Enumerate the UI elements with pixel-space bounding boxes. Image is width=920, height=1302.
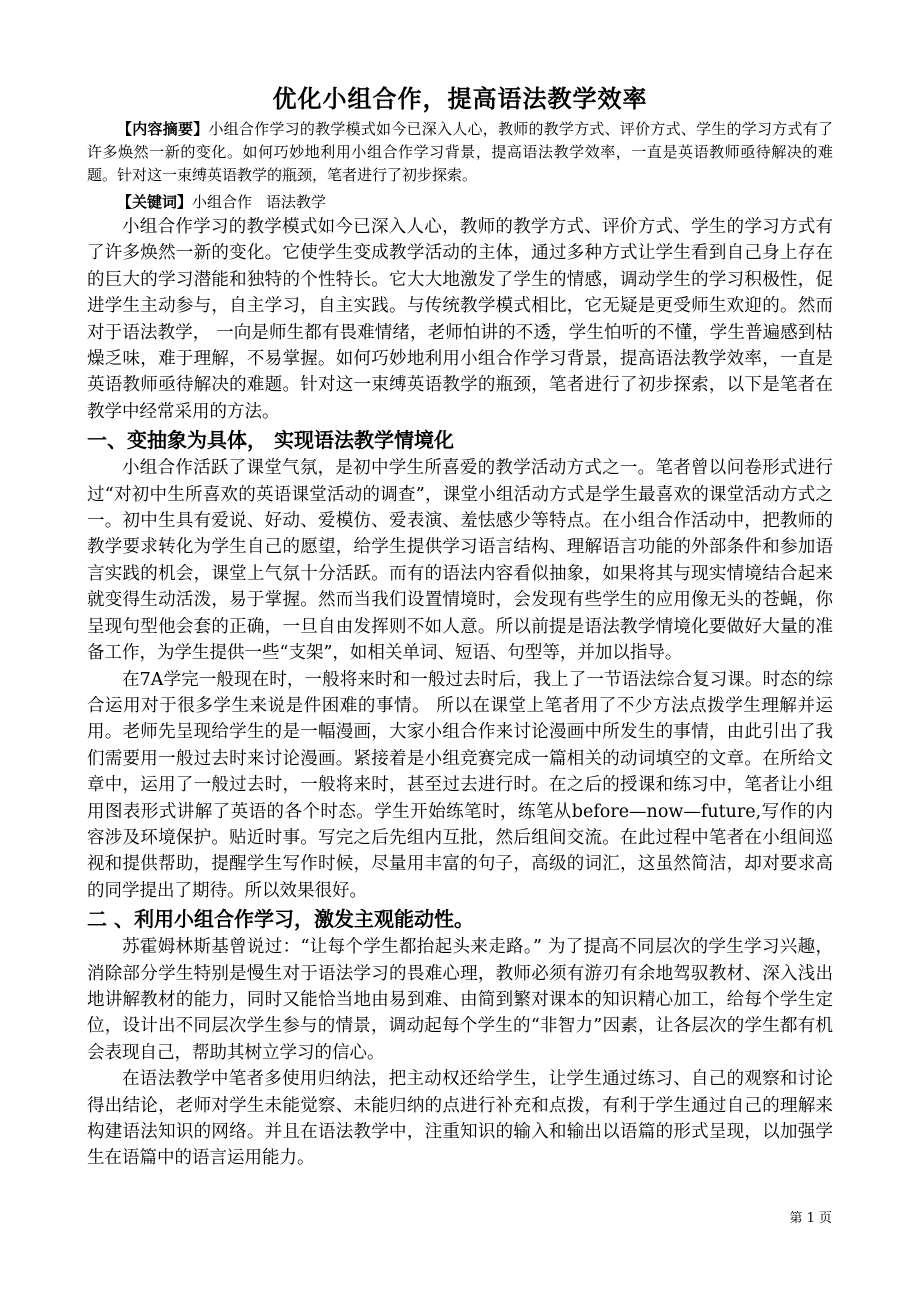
keywords-label: 【关键词】 [117, 193, 193, 211]
section-heading: 一、变抽象为具体， 实现语法教学情境化 [87, 428, 454, 453]
keywords-line [87, 191, 833, 214]
section-heading: 二 、利用小组合作学习，激发主观能动性。 [87, 907, 474, 932]
intro-paragraph: 小组合作学习的教学模式如今已深入人心，教师的教学方式、评价方式、学生的学习方式有了许多焕然一新的变化。它使学生变成教学活动的主体，通过多种方式让学生看到自己身上存在的巨大的学习潜能和独特的个性特长。它大大地激发了学生的情感，调动学生的学习积极性，促进学生主动参与，自主学习，自主实践。与传统教学模式相比，它无疑是更受师生欢迎的。然而对于语法教学， 一向是师生都有畏难情绪，老师怕讲的不透，学生怕听的不懂，学生普遍感到枯燥乏味，难于理解，不易掌握。如何巧妙地利用小组合作学习背景，提高语法教学效率，一直是英语教师亟待解决的难题。针对这一束缚英语教学的瓶颈，笔者进行了初步探索，以下是笔者在教学中经常采用的方法。 [87, 217, 833, 422]
page-title: 优化小组合作，提高语法教学效率 [272, 84, 648, 113]
page-number: 第 1 页 [789, 1211, 832, 1226]
abstract-paragraph [87, 118, 833, 187]
body-paragraph: 在7A学完一般现在时，一般将来时和一般过去时后，我上了一节语法综合复习课。时态的综合运用对于很多学生来说是件困难的事情。 所以在课堂上笔者用了不少方法点拨学生理解并运用。老师先呈现给学生的是一幅漫画，大家小组合作来讨论漫画中所发生的事情，由此引出了我们需要用一般过去时来讨论漫画。紧接着是小组竞赛完成一篇相关的动词填空的文章。在所给文章中，运用了一般过去时，一般将来时，甚至过去进行时。在之后的授课和练习中，笔者让小组用图表形式讲解了英语的各个时态。学生开始练笔时，练笔从before—now—future,写作的内容涉及环境保护。贴近时事。写完之后先组内互批，然后组间交流。在此过程中笔者在小组间巡视和提供帮助，提醒学生写作时候，尽量用丰富的句子，高级的词汇，这虽然简洁，却对要求高的同学提出了期待。所以效果很好。 [87, 669, 833, 901]
keyword-item: 语法教学 [266, 193, 327, 211]
abstract-text: 小组合作学习的教学模式如今已深入人心，教师的教学方式、评价方式、学生的学习方式有了许多焕然一新的变化。如何巧妙地利用小组合作学习背景，提高语法教学效率，一直是英语教师亟待解决的难题。针对这一束缚英语教学的瓶颈，笔者进行了初步探索。 [87, 120, 833, 184]
body-paragraph: 小组合作活跃了课堂气氛，是初中学生所喜爱的教学活动方式之一。笔者曾以问卷形式进行过“对初中生所喜欢的英语课堂活动的调查”，课堂小组活动方式是学生最喜欢的课堂活动方式之一。初中生具有爱说、好动、爱模仿、爱表演、羞怯感少等特点。在小组合作活动中，把教师的教学要求转化为学生自己的愿望，给学生提供学习语言结构、理解语言功能的外部条件和参加语言实践的机会，课堂上气氛十分活跃。而有的语法内容看似抽象，如果将其与现实情境结合起来就变得生动活泼，易于掌握。然而当我们设置情境时，会发现有些学生的应用像无头的苍蝇，你呈现句型他会套的正确，一旦自由发挥则不如人意。所以前提是语法教学情境化要做好大量的准备工作，为学生提供一些“支架”，如相关单词、短语、句型等，并加以指导。 [87, 458, 833, 664]
document-body [87, 82, 833, 1172]
abstract-label: 【内容摘要】 [117, 120, 209, 138]
body-paragraph: 苏霍姆林斯基曾说过：“让每个学生都抬起头来走路。” 为了提高不同层次的学生学习兴趣，消除部分学生特别是慢生对于语法学习的畏难心理，教师必须有游刃有余地驾驭教材、深入浅出地讲解教材的能力，同时又能恰当地由易到难、由简到繁对课本的知识精心加工，给每个学生定位，设计出不同层次学生参与的情景，调动起每个学生的“非智力”因素，让各层次的学生都有机会表现自己，帮助其树立学习的信心。 [87, 937, 833, 1063]
body-paragraph: 在语法教学中笔者多使用归纳法，把主动权还给学生，让学生通过练习、自己的观察和讨论得出结论，老师对学生未能觉察、未能归纳的点进行补充和点拨，有利于学生通过自己的理解来构建语法知识的网络。并且在语法教学中，注重知识的输入和输出以语篇的形式呈现，以加强学生在语篇中的语言运用能力。 [87, 1069, 833, 1169]
keyword-item: 小组合作 [192, 193, 253, 211]
